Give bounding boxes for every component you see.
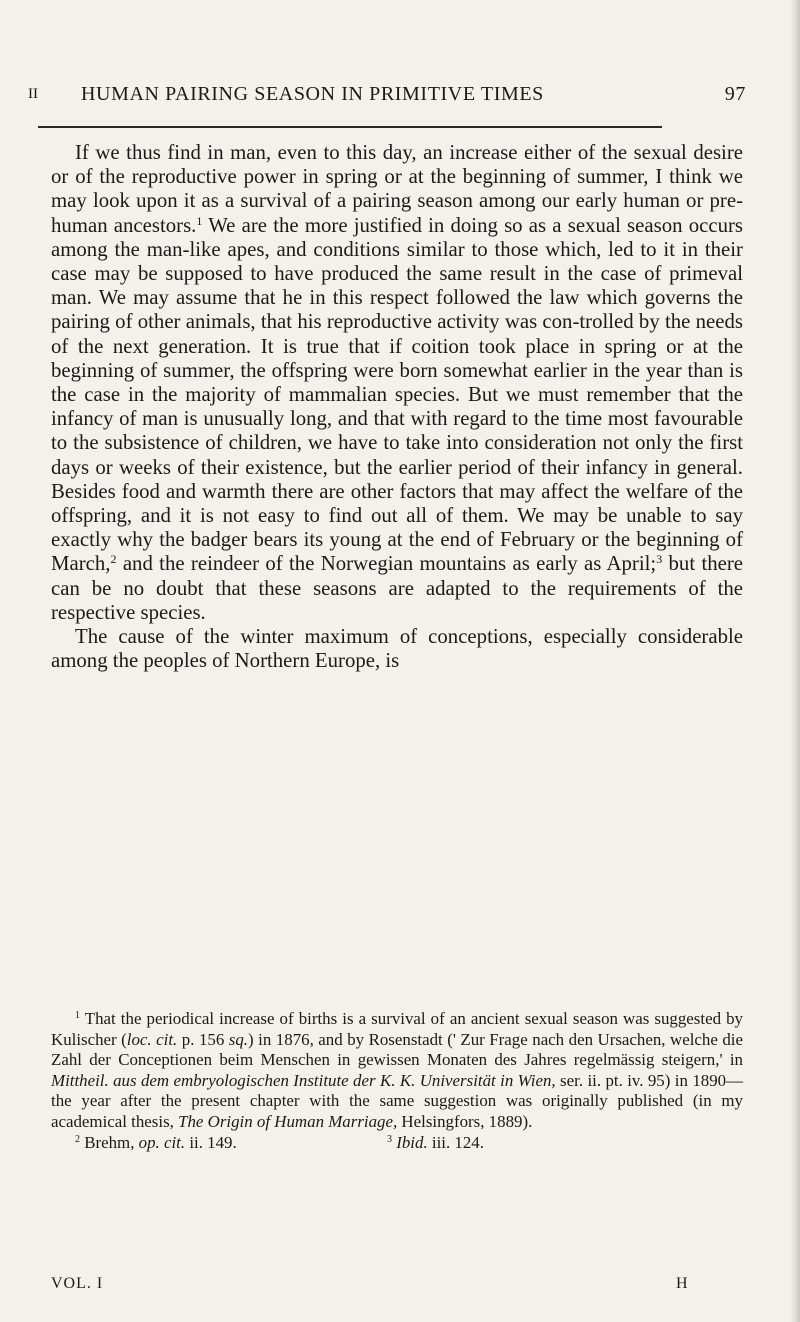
footnote-2-number: 2 <box>75 1133 80 1145</box>
footnote-3 <box>387 1133 484 1154</box>
header-rule <box>38 126 662 128</box>
footnote-ref-1: 1 <box>196 213 203 228</box>
footnote-1-italic-c: Mittheil. aus dem embryologischen Institute der K. K. Universität in Wien, <box>51 1070 556 1090</box>
paragraph-1 <box>51 141 743 625</box>
footnote-2-text-a: Brehm, <box>80 1132 139 1152</box>
footnotes <box>51 1009 743 1153</box>
paragraph-2: The cause of the winter maximum of conceptions, especially considerable among the peoples of Northern Europe, is <box>51 625 743 673</box>
footnote-1-number: 1 <box>75 1010 80 1021</box>
running-header <box>28 83 746 113</box>
footnote-3-text: iii. 124. <box>427 1132 484 1152</box>
footnote-1-text-b: p. 156 <box>177 1029 229 1049</box>
page-number: 97 <box>724 83 746 105</box>
footnote-1-italic-b: sq. <box>228 1029 249 1049</box>
p1-text-a: If we thus find in man, even to this day, an increase either of the sexual desire or of the reproductive power in spring or at the beginning of summer, I think we may look upon it as a survival of a pairing season among our early human or pre-human ancestors. <box>51 141 743 237</box>
footnote-2-italic: op. cit. <box>138 1132 186 1152</box>
footnote-1-italic-d: The Origin of Human Marriage, <box>178 1111 398 1131</box>
footnote-1-text-e: Helsingfors, 1889). <box>397 1111 533 1131</box>
sheet-signature: H <box>676 1275 689 1292</box>
footnote-3-italic: Ibid. <box>396 1132 428 1152</box>
footnote-1-text-c: ) in 1876, and by Rosenstadt (' Zur Frage nach den Ursachen, welche die Zahl der Conceptionen beim Menschen in gewissen Monaten des Jahres regelmässig steigern,' in <box>51 1029 743 1070</box>
page-edge-shadow <box>790 0 800 1322</box>
running-title: HUMAN PAIRING SEASON IN PRIMITIVE TIMES <box>81 83 544 105</box>
footnote-ref-2: 2 <box>110 552 117 567</box>
footnote-1-text-a: That the periodical increase of births is a survival of an ancient sexual season was suggested by Kulischer ( <box>51 1009 743 1049</box>
footnote-1-italic-a: loc. cit. <box>126 1029 178 1049</box>
footnote-2-text-b: ii. 149. <box>185 1132 237 1152</box>
volume-mark: VOL. I <box>51 1275 104 1292</box>
footnotes-row-2-3 <box>51 1133 743 1154</box>
chapter-number: II <box>28 86 38 102</box>
footnote-3-number: 3 <box>387 1133 392 1145</box>
p1-text-d: but there can be no doubt that these seasons are adapted to the requirements of the respective species. <box>51 552 744 624</box>
footnote-1 <box>51 1009 743 1133</box>
footnote-ref-3: 3 <box>656 552 663 567</box>
p1-text-b: We are the more justified in doing so as a sexual season occurs among the man-like apes, and conditions similar to those which, led to it in their case may be supposed to have produced the same result in the case of primeval man. We may assume that he in this respect followed the law which governs the pairing of other animals, that his reproductive activity was con-trolled by the needs of the next generation. It is true that if coition took place in spring or at the beginning of summer, the offspring were born somewhat earlier in the year than is the case in the majority of mammalian species. But we must remember that the infancy of man is unusually long, and that with regard to the time most favourable to the subsistence of children, we have to take into consideration not only the first days or weeks of their existence, but the earlier period of their infancy in general. Besides food and warmth there are other factors that may affect the welfare of the offspring, and it is not easy to find out all of them. We may be unable to say exactly why the badger bears its young at the end of February or the beginning of March, <box>51 213 743 576</box>
p1-text-c: and the reindeer of the Norwegian mountains as early as April; <box>116 552 657 576</box>
footnote-1-text-d: ser. ii. pt. iv. 95) in 1890— the year after the present chapter with the same suggestion was originally published (in my academical thesis, <box>51 1070 743 1131</box>
footnote-2 <box>51 1133 387 1154</box>
main-text <box>51 141 743 673</box>
